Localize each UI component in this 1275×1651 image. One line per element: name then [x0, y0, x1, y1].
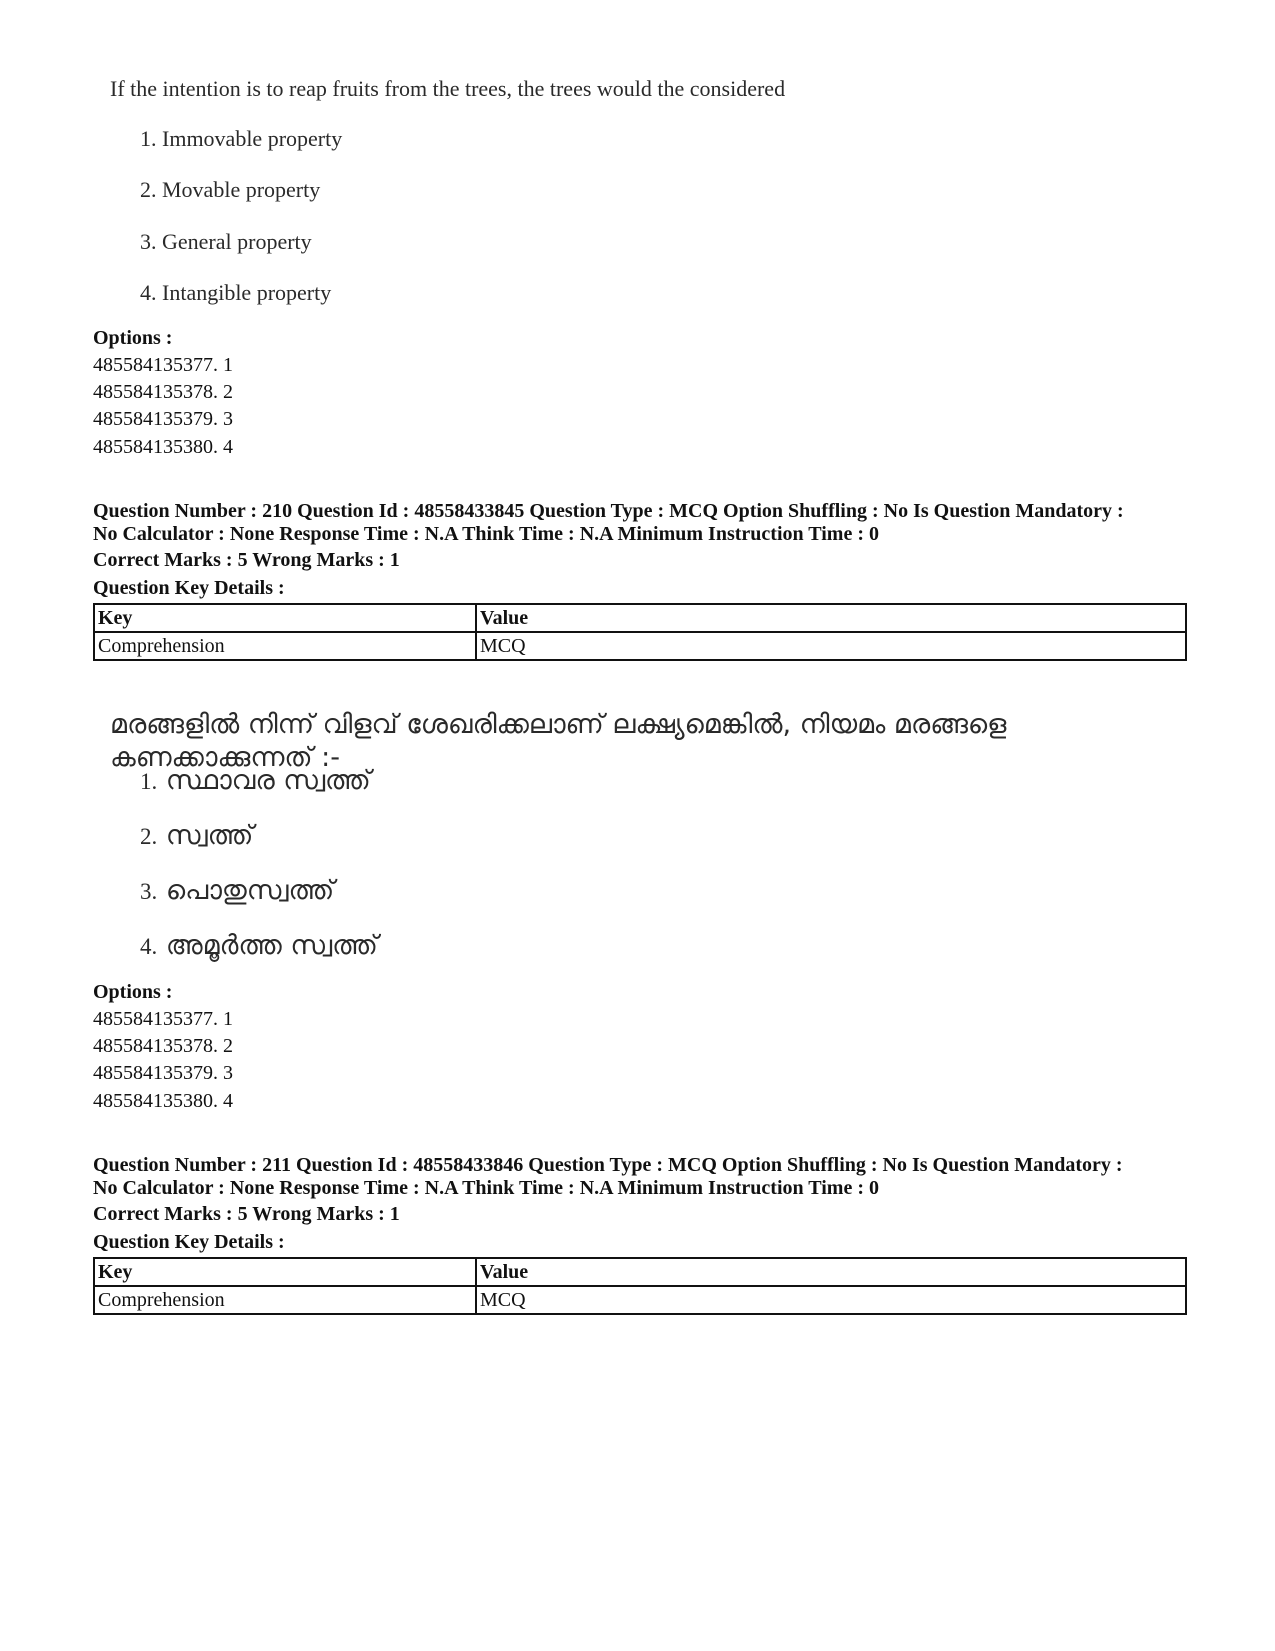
choice-number: 2. [140, 824, 158, 849]
table-cell-key: Comprehension [94, 1286, 476, 1314]
question-choice-1: 1. Immovable property [140, 126, 343, 151]
question-meta-line2: No Calculator : None Response Time : N.A Think Time : N.A Minimum Instruction Time : 0 [93, 523, 879, 545]
table-header-key: Key [94, 1258, 476, 1286]
option-line-2: 485584135378. 2 [93, 381, 233, 403]
question-marks: Correct Marks : 5 Wrong Marks : 1 [93, 1203, 400, 1225]
options-label: Options : [93, 327, 173, 349]
question-choice-2: 2. Movable property [140, 177, 321, 202]
choice-number: 1. [140, 769, 158, 794]
question-meta-line2: No Calculator : None Response Time : N.A Think Time : N.A Minimum Instruction Time : 0 [93, 1177, 879, 1199]
table-cell-key: Comprehension [94, 632, 476, 660]
table-row [94, 1286, 1186, 1314]
question-choice-1 [140, 765, 371, 797]
question-marks: Correct Marks : 5 Wrong Marks : 1 [93, 549, 400, 571]
table-header-value: Value [476, 604, 1186, 632]
option-line-4: 485584135380. 4 [93, 1090, 233, 1112]
option-line-3: 485584135379. 3 [93, 408, 233, 430]
question-key-details-label: Question Key Details : [93, 1231, 285, 1253]
table-header-value: Value [476, 1258, 1186, 1286]
choice-number: 4. [140, 934, 158, 959]
question-stem-line1: മരങ്ങളിൽ നിന്ന് വിളവ് ശേഖരിക്കലാണ് ലക്ഷ്യമെങ്കിൽ, നിയമം മരങ്ങളെ [110, 709, 1007, 740]
question-meta-line1: Question Number : 210 Question Id : 48558433845 Question Type : MCQ Option Shuffling : No Is Question Mandatory : [93, 500, 1124, 522]
choice-text: സ്ഥാവര സ്വത്ത് [165, 765, 371, 796]
question-key-details-label: Question Key Details : [93, 577, 285, 599]
options-label: Options : [93, 981, 173, 1003]
question-choice-4: 4. Intangible property [140, 280, 332, 305]
question-choice-4 [140, 930, 378, 962]
table-cell-value: MCQ [476, 1286, 1186, 1314]
question-meta-line1: Question Number : 211 Question Id : 48558433846 Question Type : MCQ Option Shuffling : No Is Question Mandatory : [93, 1154, 1123, 1176]
choice-text: അമൂർത്ത സ്വത്ത് [165, 930, 378, 961]
question-stem-line2: കണക്കാക്കുന്നത് :- [110, 742, 340, 773]
choice-number: 3. [140, 879, 158, 904]
choice-text: സ്വത്ത് [165, 820, 254, 851]
table-cell-value: MCQ [476, 632, 1186, 660]
question-key-table [93, 1257, 1187, 1315]
option-line-1: 485584135377. 1 [93, 1008, 233, 1030]
table-header-key: Key [94, 604, 476, 632]
question-stem: If the intention is to reap fruits from the trees, the trees would the considered [110, 76, 786, 101]
question-choice-3: 3. General property [140, 229, 312, 254]
option-line-3: 485584135379. 3 [93, 1062, 233, 1084]
option-line-2: 485584135378. 2 [93, 1035, 233, 1057]
table-row [94, 632, 1186, 660]
choice-text: പൊതുസ്വത്ത് [165, 875, 335, 906]
question-choice-3 [140, 875, 334, 907]
option-line-4: 485584135380. 4 [93, 436, 233, 458]
table-header-row [94, 604, 1186, 632]
option-line-1: 485584135377. 1 [93, 354, 233, 376]
question-key-table [93, 603, 1187, 661]
question-choice-2 [140, 820, 253, 852]
table-header-row [94, 1258, 1186, 1286]
